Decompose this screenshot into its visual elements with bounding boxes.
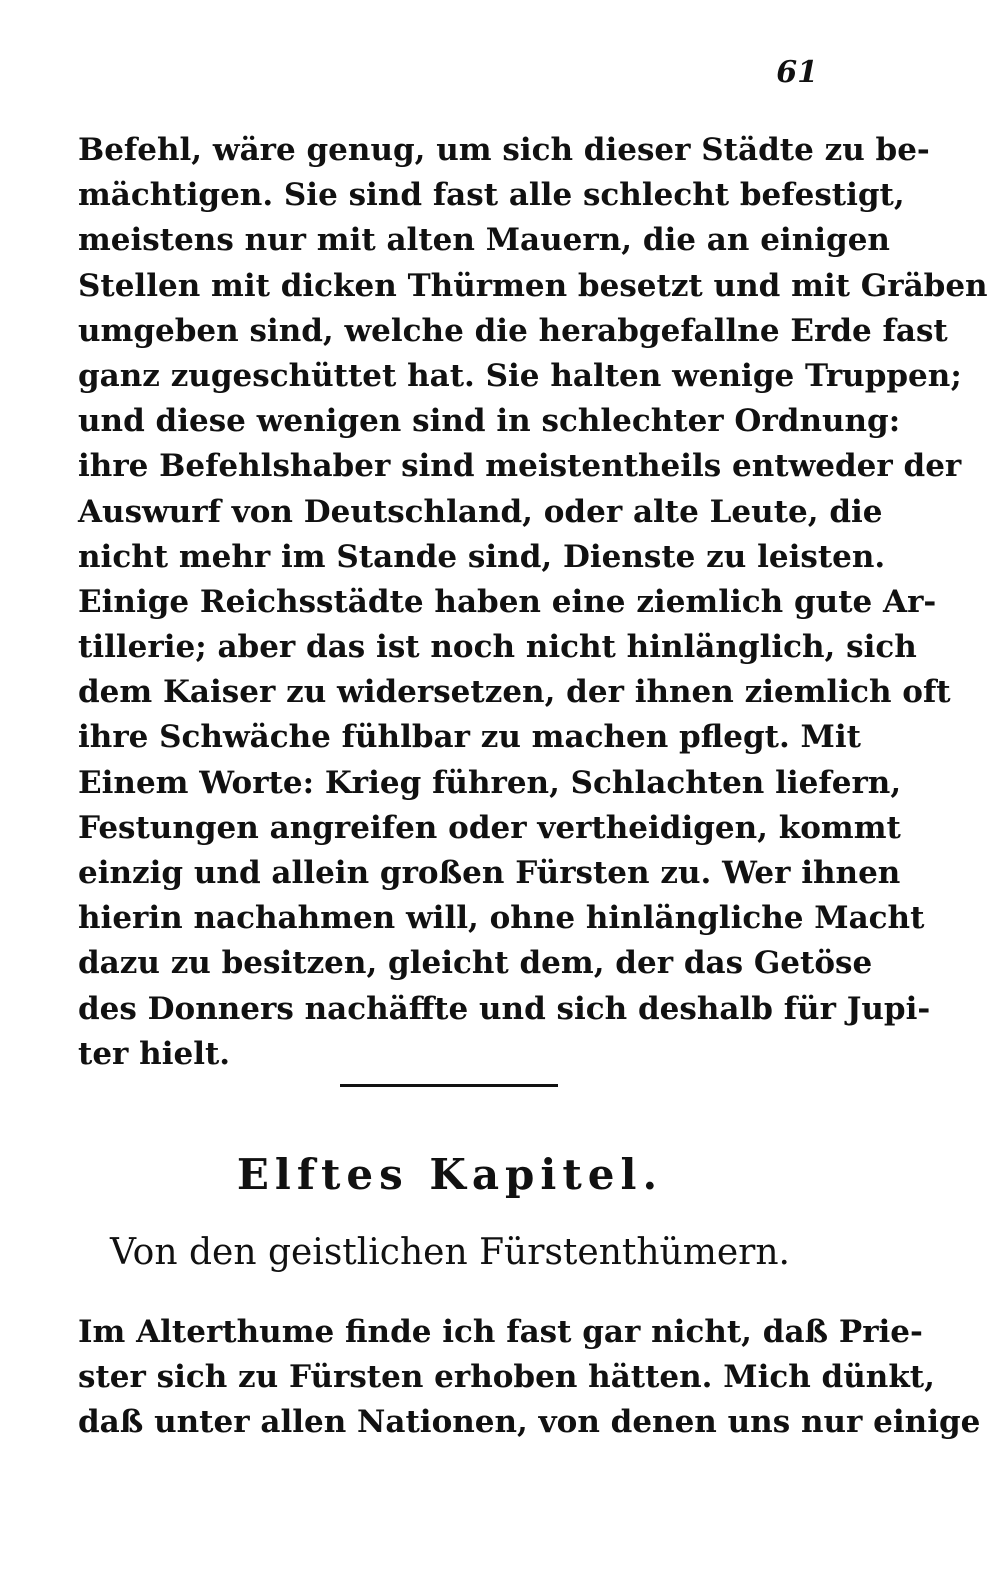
text-line: ter hielt. (78, 1035, 231, 1072)
text-line: Stellen mit dicken Thürmen besetzt und mit Gräben (78, 267, 988, 304)
text-line: Auswurf von Deutschland, oder alte Leute, die (78, 493, 883, 530)
text-line: Einige Reichsstädte haben eine ziemlich gute Ar- (78, 583, 937, 620)
text-line: einzig und allein großen Fürsten zu. Wer ihnen (78, 855, 901, 891)
text-line: hierin nachahmen will, ohne hinlängliche Macht (78, 900, 925, 937)
text-line: ihre Befehlshaber sind meistentheils entweder der (78, 448, 962, 485)
text-line: umgeben sind, welche die herabgefallne Erde fast (78, 312, 948, 349)
text-line: nicht mehr im Stande sind, Dienste zu leisten. (78, 538, 886, 575)
text-line: tillerie; aber das ist noch nicht hinlänglich, sich (78, 629, 917, 666)
text-line: dem Kaiser zu widersetzen, der ihnen ziemlich oft (78, 674, 951, 711)
text-line: daß unter allen Nationen, von denen uns nur einige (78, 1404, 981, 1441)
text-line: ster sich zu Fürsten erhoben hätten. Mich dünkt, (78, 1359, 935, 1396)
text-line: und diese wenigen sind in schlechter Ordnung: (78, 403, 901, 440)
section-divider (340, 1084, 558, 1087)
text-line: Einem Worte: Krieg führen, Schlachten liefern, (78, 764, 902, 801)
text-line: dazu zu besitzen, gleicht dem, der das Getöse (78, 945, 873, 982)
text-line: meistens nur mit alten Mauern, die an einigen (78, 222, 890, 259)
page-number: 61 (776, 55, 818, 90)
text-line: des Donners nachäffte und sich deshalb für Jupi- (78, 990, 931, 1027)
paragraph-chapter-start (78, 1310, 981, 1446)
text-line: Festungen angreifen oder vertheidigen, kommt (78, 809, 901, 846)
paragraph-continued (78, 128, 988, 1077)
text-line: mächtigen. Sie sind fast alle schlecht befestigt, (78, 177, 905, 214)
text-line: Befehl, wäre genug, um sich dieser Städte zu be- (78, 132, 930, 168)
chapter-subtitle: Von den geistlichen Fürstenthümern. (109, 1232, 790, 1273)
text-line: Im Alterthume finde ich fast gar nicht, daß Prie- (78, 1314, 923, 1350)
text-line: ganz zugeschüttet hat. Sie halten wenige Truppen; (78, 357, 962, 394)
text-line: ihre Schwäche fühlbar zu machen pflegt. Mit (78, 719, 861, 756)
chapter-title: Elftes Kapitel. (236, 1150, 664, 1199)
